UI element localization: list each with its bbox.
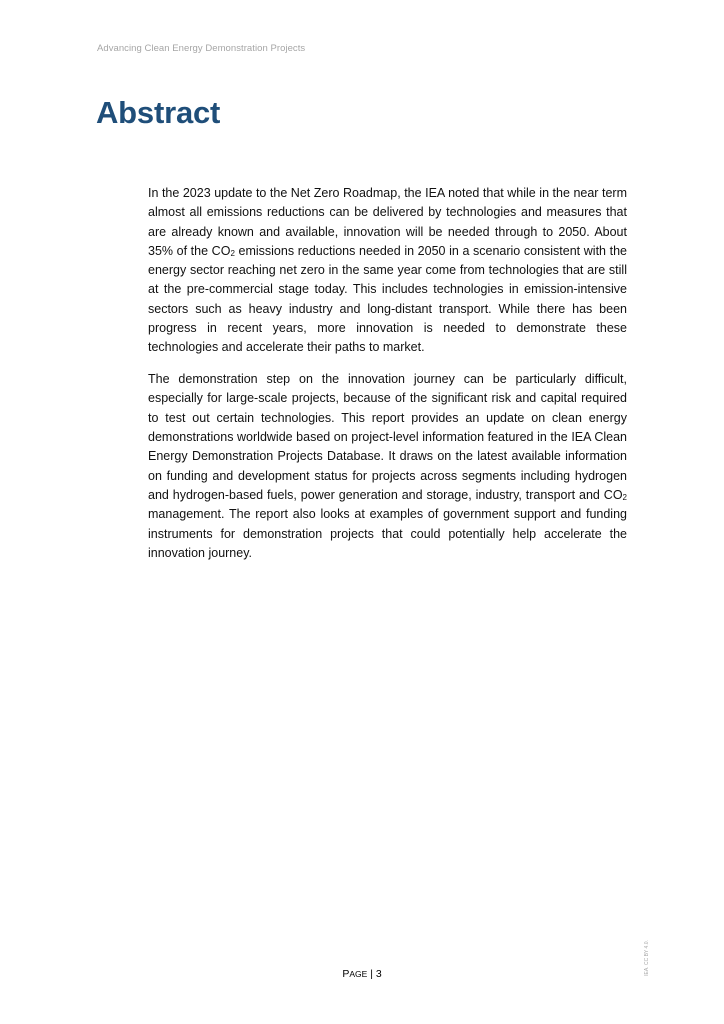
co2-subscript: 2 [622,492,627,502]
paragraph-2-text-b: management. The report also looks at examples of government support and funding instruments for demonstration projects that could potentially help accelerate the innovation journey. [148,507,627,560]
page-title: Abstract [96,95,221,130]
co2-subscript: 2 [230,248,235,258]
paragraph-1-text-b: emissions reductions needed in 2050 in a scenario consistent with the energy sector reaching net zero in the same year come from technologies that are still at the pre-commercial stage today. This includes technologies in emission-intensive sectors such as heavy industry and long-distant transport. While there has been progress in recent years, more innovation is needed to demonstrate these technologies and accelerate their paths to market. [148,243,627,355]
abstract-paragraph-1 [148,184,627,358]
abstract-body [148,184,627,576]
abstract-paragraph-2 [148,370,627,563]
page-separator: | [367,968,376,980]
page-label-first: P [342,968,350,980]
page-label-rest: AGE [349,969,368,979]
paragraph-2-text-a: The demonstration step on the innovation journey can be particularly difficult, especially for large-scale projects, because of the significant risk and capital required to test out certain technologies. This report provides an update on clean energy demonstrations worldwide based on project-level information featured in the IEA Clean Energy Demonstration Projects Database. It draws on the latest available information on funding and development status for projects across segments including hydrogen and hydrogen-based fuels, power generation and storage, industry, transport and CO [148,372,627,502]
page-footer [0,968,724,980]
page-number: 3 [375,968,382,980]
running-header: Advancing Clean Energy Demonstration Projects [97,43,306,54]
license-text: IEA. CC BY 4.0. [644,940,650,976]
paragraph-1-text-a: In the 2023 update to the Net Zero Roadmap, the IEA noted that while in the near term almost all emissions reductions can be delivered by technologies and measures that are already known and available, innovation will be needed through to 2050. About 35% of the CO [148,186,627,258]
